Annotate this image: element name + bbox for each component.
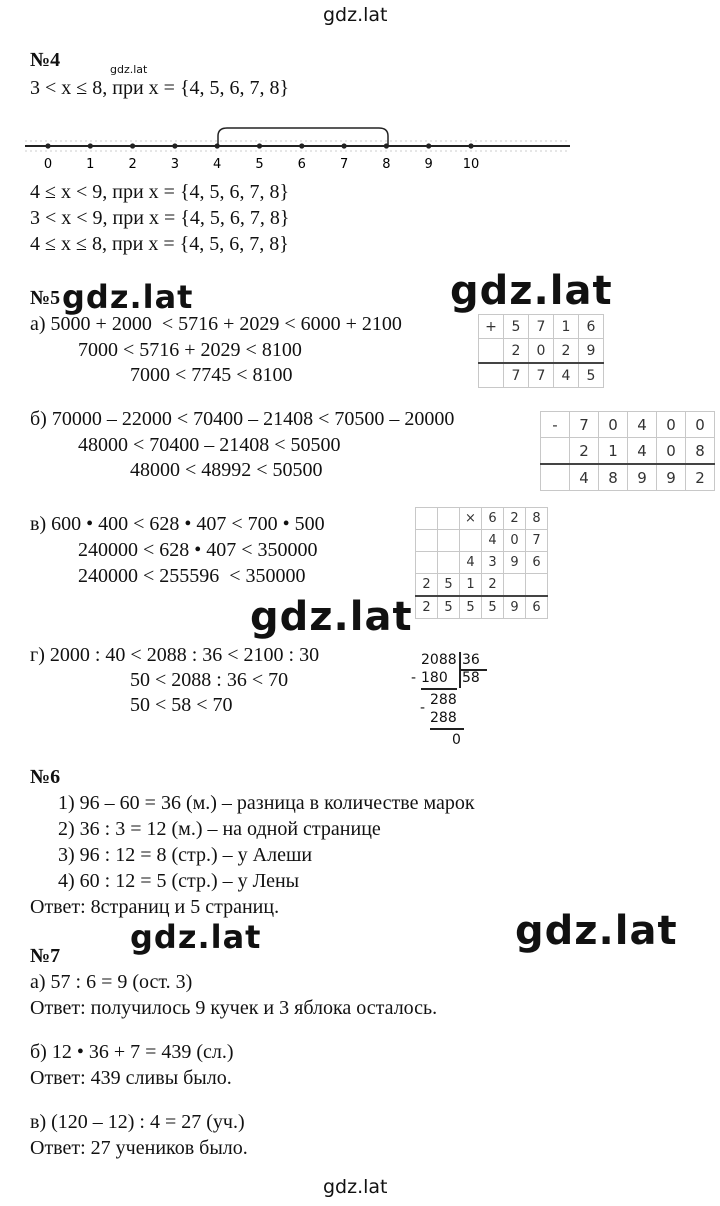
grid-cell: 2 bbox=[482, 574, 504, 597]
task5-g-line2: 50 < 2088 : 36 < 70 bbox=[130, 669, 289, 691]
grid-cell: - bbox=[541, 412, 570, 438]
grid-cell: × bbox=[460, 508, 482, 530]
task4-title: №4 bbox=[30, 49, 61, 71]
quotient: 58 bbox=[462, 670, 480, 686]
grid-cell: 4 bbox=[570, 464, 599, 491]
subtraction-table bbox=[540, 411, 715, 491]
task7-b-answer: Ответ: 439 сливы было. bbox=[30, 1067, 232, 1089]
grid-cell: 7 bbox=[526, 530, 548, 552]
task7-a-answer: Ответ: получилось 9 кучек и 3 яблока осталось. bbox=[30, 997, 438, 1019]
task7-v-answer: Ответ: 27 учеников было. bbox=[30, 1137, 248, 1159]
grid-cell bbox=[504, 574, 526, 597]
grid-cell bbox=[416, 530, 438, 552]
grid-cell: 0 bbox=[657, 412, 686, 438]
addition-table bbox=[478, 314, 604, 388]
grid-cell bbox=[541, 438, 570, 465]
grid-cell bbox=[541, 464, 570, 491]
grid-cell bbox=[526, 574, 548, 597]
tick-point bbox=[299, 143, 304, 148]
grid-cell: 3 bbox=[482, 552, 504, 574]
tick-point bbox=[45, 143, 50, 148]
tick-point bbox=[468, 143, 473, 148]
grid-cell bbox=[479, 339, 504, 364]
remainder-final: 0 bbox=[452, 732, 461, 748]
grid-cell bbox=[438, 530, 460, 552]
subtrahend-2: 288 bbox=[430, 710, 457, 726]
tick-point bbox=[215, 143, 220, 148]
task6-step2: 2) 36 : 3 = 12 (м.) – на одной странице bbox=[58, 818, 381, 840]
grid-cell: 9 bbox=[504, 552, 526, 574]
grid-cell: 0 bbox=[657, 438, 686, 465]
minus-sign: - bbox=[420, 700, 426, 716]
grid-cell: 0 bbox=[504, 530, 526, 552]
grid-row bbox=[541, 464, 715, 491]
task7-b-solution: б) 12 • 36 + 7 = 439 (сл.) bbox=[30, 1041, 234, 1063]
watermark-n5: gdz.lat bbox=[62, 278, 194, 316]
grid-row bbox=[479, 315, 604, 339]
grid-cell: 5 bbox=[438, 574, 460, 597]
task5-b-line2: 48000 < 70400 – 21408 < 50500 bbox=[78, 434, 341, 456]
tick-label: 2 bbox=[128, 157, 137, 172]
grid-cell: 5 bbox=[460, 596, 482, 619]
grid-cell bbox=[460, 530, 482, 552]
task5-title: №5 bbox=[30, 287, 61, 309]
grid-cell: 8 bbox=[599, 464, 628, 491]
tick-label: 1 bbox=[86, 157, 95, 172]
grid-row bbox=[541, 412, 715, 438]
grid-cell: 4 bbox=[554, 363, 579, 388]
divisor: 36 bbox=[462, 652, 480, 668]
tick-point bbox=[384, 143, 389, 148]
grid-cell: 2 bbox=[416, 596, 438, 619]
task5-a-line1: а) 5000 + 2000 < 5716 + 2029 < 6000 + 2100 bbox=[30, 313, 402, 335]
grid-cell: 5 bbox=[504, 315, 529, 339]
grid-cell: + bbox=[479, 315, 504, 339]
grid-row bbox=[416, 552, 548, 574]
grid-cell: 1 bbox=[460, 574, 482, 597]
task6-answer: Ответ: 8страниц и 5 страниц. bbox=[30, 896, 280, 918]
grid-cell: 6 bbox=[526, 552, 548, 574]
grid-cell: 4 bbox=[482, 530, 504, 552]
task5-b-line3: 48000 < 48992 < 50500 bbox=[130, 459, 323, 481]
task5-b-line1: б) 70000 – 22000 < 70400 – 21408 < 70500 – 20000 bbox=[30, 408, 455, 430]
watermark-top: gdz.lat bbox=[323, 4, 388, 26]
watermark-n5-right: gdz.lat bbox=[450, 268, 613, 314]
watermark-bottom: gdz.lat bbox=[323, 1176, 388, 1198]
grid-cell: 9 bbox=[504, 596, 526, 619]
tick-label: 6 bbox=[297, 157, 306, 172]
grid-cell: 1 bbox=[599, 438, 628, 465]
minus-sign: - bbox=[411, 670, 417, 686]
tick-point bbox=[172, 143, 177, 148]
remainder-1: 288 bbox=[430, 692, 457, 708]
task5-v-line3: 240000 < 255596 < 350000 bbox=[78, 565, 306, 587]
grid-cell: 6 bbox=[526, 596, 548, 619]
grid-cell: 5 bbox=[579, 363, 604, 388]
tick-label: 7 bbox=[339, 157, 349, 172]
grid-cell: 7 bbox=[529, 315, 554, 339]
grid-cell: 4 bbox=[628, 412, 657, 438]
grid-cell bbox=[416, 552, 438, 574]
grid-cell: 8 bbox=[526, 508, 548, 530]
task5-a-line2: 7000 < 5716 + 2029 < 8100 bbox=[78, 339, 302, 361]
watermark-middle: gdz.lat bbox=[250, 594, 413, 640]
grid-cell bbox=[438, 552, 460, 574]
number-line bbox=[25, 118, 575, 174]
grid-cell: 5 bbox=[482, 596, 504, 619]
grid-cell: 4 bbox=[628, 438, 657, 465]
tick-label: 10 bbox=[462, 157, 480, 172]
grid-cell: 7 bbox=[529, 363, 554, 388]
subtrahend-1: 180 bbox=[421, 670, 448, 686]
grid-cell: 5 bbox=[438, 596, 460, 619]
grid-cell: 9 bbox=[657, 464, 686, 491]
grid-row bbox=[416, 508, 548, 530]
tick-label: 0 bbox=[43, 157, 53, 172]
watermark-tiny: gdz.lat bbox=[110, 63, 148, 76]
task5-v-line1: в) 600 • 400 < 628 • 407 < 700 • 500 bbox=[30, 513, 325, 535]
tick-label: 3 bbox=[170, 157, 180, 172]
grid-cell bbox=[416, 508, 438, 530]
task4-line3: 3 < x < 9, при x = {4, 5, 6, 7, 8} bbox=[30, 207, 290, 229]
grid-cell bbox=[479, 363, 504, 388]
grid-row bbox=[416, 596, 548, 619]
task4-line4: 4 ≤ x ≤ 8, при x = {4, 5, 6, 7, 8} bbox=[30, 233, 289, 255]
task6-step1: 1) 96 – 60 = 36 (м.) – разница в количестве марок bbox=[58, 792, 475, 814]
grid-cell: 7 bbox=[504, 363, 529, 388]
grid-row bbox=[541, 438, 715, 465]
tick-point bbox=[88, 143, 93, 148]
task4-line2: 4 ≤ x < 9, при x = {4, 5, 6, 7, 8} bbox=[30, 181, 290, 203]
tick-point bbox=[426, 143, 431, 148]
grid-cell: 2 bbox=[416, 574, 438, 597]
grid-cell: 9 bbox=[628, 464, 657, 491]
grid-cell: 4 bbox=[460, 552, 482, 574]
tick-label: 9 bbox=[424, 157, 433, 172]
grid-row bbox=[416, 574, 548, 597]
multiplication-table bbox=[415, 507, 548, 619]
grid-row bbox=[479, 339, 604, 364]
dividend: 2088 bbox=[421, 652, 457, 668]
grid-cell: 2 bbox=[504, 339, 529, 364]
tick-label: 4 bbox=[213, 157, 222, 172]
grid-cell: 0 bbox=[529, 339, 554, 364]
grid-row bbox=[416, 530, 548, 552]
grid-cell: 7 bbox=[570, 412, 599, 438]
grid-cell: 2 bbox=[504, 508, 526, 530]
task4-line1: 3 < x ≤ 8, при x = {4, 5, 6, 7, 8} bbox=[30, 77, 290, 99]
grid-row bbox=[479, 363, 604, 388]
task5-v-line2: 240000 < 628 • 407 < 350000 bbox=[78, 539, 318, 561]
tick-point bbox=[342, 143, 347, 148]
grid-cell: 9 bbox=[579, 339, 604, 364]
watermark-n7: gdz.lat bbox=[130, 918, 262, 956]
task6-title: №6 bbox=[30, 766, 61, 788]
grid-cell: 0 bbox=[686, 412, 715, 438]
grid-cell: 1 bbox=[554, 315, 579, 339]
watermark-right: gdz.lat bbox=[515, 908, 678, 954]
task5-a-line3: 7000 < 7745 < 8100 bbox=[130, 364, 293, 386]
task7-a-solution: а) 57 : 6 = 9 (ост. 3) bbox=[30, 971, 193, 993]
grid-cell: 2 bbox=[554, 339, 579, 364]
tick-label: 5 bbox=[255, 157, 264, 172]
task6-step4: 4) 60 : 12 = 5 (стр.) – у Лены bbox=[58, 870, 300, 892]
grid-cell: 0 bbox=[599, 412, 628, 438]
task7-v-solution: в) (120 – 12) : 4 = 27 (уч.) bbox=[30, 1111, 245, 1133]
task5-g-line1: г) 2000 : 40 < 2088 : 36 < 2100 : 30 bbox=[30, 644, 320, 666]
task7-title: №7 bbox=[30, 945, 61, 967]
tick-point bbox=[130, 143, 135, 148]
task5-g-line3: 50 < 58 < 70 bbox=[130, 694, 233, 716]
grid-cell: 8 bbox=[686, 438, 715, 465]
grid-cell: 6 bbox=[579, 315, 604, 339]
grid-cell: 6 bbox=[482, 508, 504, 530]
task6-step3: 3) 96 : 12 = 8 (стр.) – у Алеши bbox=[58, 844, 313, 866]
tick-label: 8 bbox=[382, 157, 391, 172]
grid-cell: 2 bbox=[686, 464, 715, 491]
tick-point bbox=[257, 143, 262, 148]
grid-cell: 2 bbox=[570, 438, 599, 465]
grid-cell bbox=[438, 508, 460, 530]
